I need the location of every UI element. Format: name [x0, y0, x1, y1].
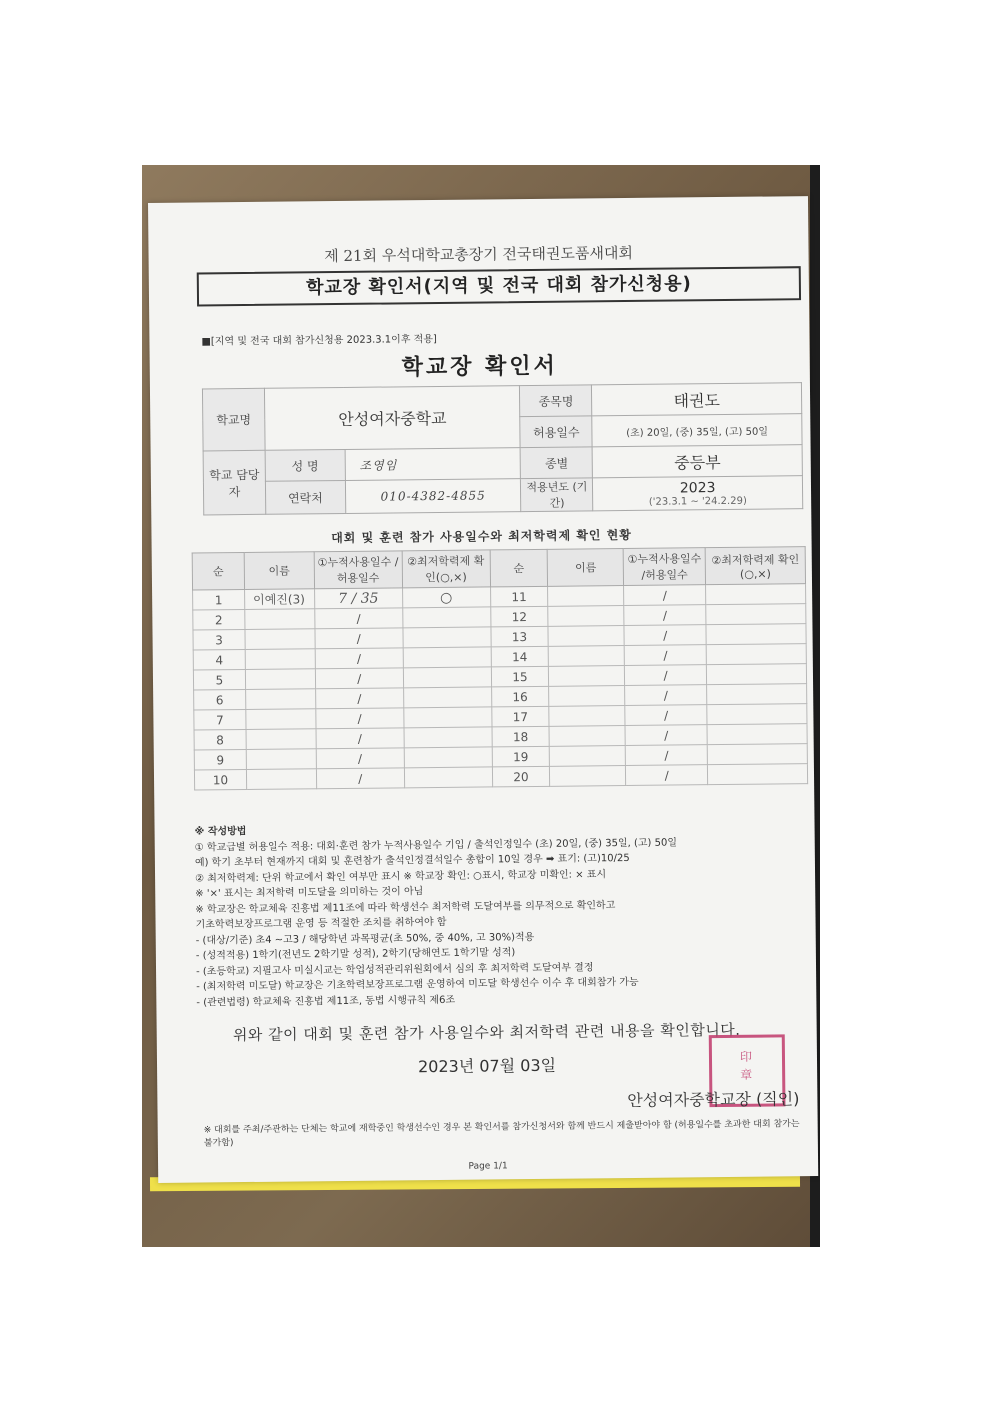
table-cell-name1 [246, 709, 316, 730]
table-cell-days1: / [315, 668, 403, 689]
guide-line: - (관련법령) 학교체육 진흥법 제11조, 동법 시행규칙 제6조 [196, 994, 456, 1009]
table-cell-name2 [549, 726, 625, 747]
confirm-statement: 위와 같이 대회 및 훈련 참가 사용일수와 최저학력 관련 내용을 확인합니다. [232, 1020, 741, 1045]
table-cell-days2: / [626, 765, 708, 786]
table-cell-chk2 [707, 744, 807, 765]
table-cell-days2: / [625, 665, 707, 686]
table-cell-days2: / [624, 605, 706, 626]
table-cell-name1 [246, 769, 316, 790]
table-cell-n1: 7 [194, 710, 246, 731]
year-value: 2023 [679, 479, 716, 496]
table-cell-name1 [245, 669, 315, 690]
column-header: ②최저학력제 확인(○,×) [402, 550, 490, 588]
column-header: ②최저학력제 확인(○,×) [705, 547, 805, 585]
table-cell-chk1 [403, 647, 491, 668]
name-label: 성 명 [265, 449, 345, 481]
table-cell-name1 [245, 649, 315, 670]
table-cell-days1: / [316, 728, 404, 749]
table-cell-chk2 [706, 584, 806, 605]
table-cell-n2: 20 [492, 766, 550, 787]
school-info-table [202, 382, 803, 515]
principal-name: 안성여자중학교장 (직인) [627, 1089, 800, 1111]
guide-line: ① 학교급별 허용일수 적용: 대회·훈련 참가 누적사용일수 기입 / 출석인정일수 (초) 20일, (중) 35일, (고) 50일 [194, 836, 678, 854]
table-cell-chk2 [708, 764, 808, 785]
guide-line: - (최저학력 미도달) 학교장은 기초학력보장프로그램 운영하여 미도달 학생선수 이수 후 대회참가 가능 [196, 976, 639, 993]
table-cell-days1: / [315, 608, 403, 629]
main-title: 학교장 확인서 [401, 353, 558, 381]
table-cell-n2: 13 [490, 626, 548, 647]
table-cell-n2: 19 [492, 746, 550, 767]
table-cell-name1 [246, 749, 316, 770]
table-cell-days1: / [315, 628, 403, 649]
table-cell-days2: / [625, 725, 707, 746]
year-cell [593, 476, 803, 511]
form-box-title: 학교장 확인서(지역 및 전국 대회 참가신청용) [197, 266, 801, 306]
column-header: 순 [192, 553, 244, 591]
table-cell-chk1 [403, 707, 491, 728]
column-header: 이름 [548, 549, 624, 587]
period-value: ('23.3.1 ~ '24.2.29) [648, 495, 747, 508]
table-cell-days2: / [625, 685, 707, 706]
table-cell-n2: 18 [492, 726, 550, 747]
table-cell-days2: / [625, 745, 707, 766]
table-cell-chk2 [707, 684, 807, 705]
table-cell-n1: 6 [194, 690, 246, 711]
guide-line: ※ 작성방법 [194, 826, 247, 838]
table-cell-chk1 [404, 727, 492, 748]
footnote: ※ 대회를 주최/주관하는 단체는 학교에 재학중인 학생선수인 경우 본 확인서를 참가신청서와 함께 반드시 제출받아야 함 (허용일수를 초과한 대회 참가는 불가함) [203, 1119, 800, 1149]
table-cell-n2: 17 [491, 706, 549, 727]
guide-line: - (성적적용) 1학기(전년도 2학기말 성적), 2학기(당해연도 1학기말 성적) [195, 947, 516, 962]
guide-line: - (대상/기준) 초4 ~고3 / 해당학년 과목평균(초 50%, 중 40%, 고 30%)적용 [195, 931, 535, 947]
column-header: ①누적사용일수 /허용일수 [623, 548, 705, 586]
guide-line: ※ 학교장은 학교체육 진흥법 제11조에 따라 학생선수 최저학력 도달여부를 의무적으로 확인하고 [195, 899, 616, 916]
table-cell-name1 [245, 629, 315, 650]
guide-line: ② 최저학력제: 단위 학교에서 확인 여부만 표시 ※ 학교장 확인: ○표시, 학교장 미확인: × 표시 [195, 868, 607, 885]
table-cell-n1: 10 [194, 770, 246, 791]
document-photo [142, 165, 820, 1247]
table-cell-n2: 11 [490, 586, 548, 607]
guide-line: - (초등학교) 지필고사 미실시교는 학업성적관리위원회에서 심의 후 최저학력 도달여부 결정 [195, 961, 594, 978]
table-header-row [192, 547, 805, 590]
manager-label: 학교 담당자 [203, 450, 266, 515]
table-cell-days1: / [315, 688, 403, 709]
event-title: 제 21회 우석대학교총장기 전국태권도품새대회 [324, 243, 633, 266]
apply-note: ■[지역 및 전국 대회 참가신청용 2023.3.1이후 적용] [201, 333, 437, 348]
writing-guide [195, 818, 813, 1010]
table-cell-n2: 15 [491, 666, 549, 687]
table-cell-chk2 [706, 624, 806, 645]
column-header: ①누적사용일수 /허용일수 [314, 551, 402, 589]
page-number: Page 1/1 [468, 1161, 508, 1172]
table-cell-name1: 이예진(3) [244, 589, 314, 610]
division-label: 종별 [521, 447, 593, 479]
table-cell-chk2 [706, 644, 806, 665]
table-cell-n1: 1 [193, 590, 245, 611]
table-cell-chk1 [404, 767, 492, 788]
year-label: 적용년도 (기간) [521, 478, 593, 512]
table-cell-name2 [548, 626, 624, 647]
table-cell-n1: 8 [194, 730, 246, 751]
table-cell-n1: 4 [193, 650, 245, 671]
table-cell-n2: 14 [491, 646, 549, 667]
table-cell-name2 [549, 706, 625, 727]
table-cell-name2 [549, 646, 625, 667]
table-cell-n2: 12 [490, 606, 548, 627]
event-label: 종목명 [520, 385, 592, 417]
table-cell-n1: 3 [193, 630, 245, 651]
table-cell-name2 [549, 686, 625, 707]
table-cell-n1: 5 [193, 670, 245, 691]
table-cell-days2: / [624, 645, 706, 666]
table-cell-name1 [245, 609, 315, 630]
table-cell-chk2 [707, 704, 807, 725]
manager-name: 조영임 [345, 448, 521, 481]
issue-date: 2023년 07월 03일 [417, 1055, 557, 1077]
table-cell-days2: / [624, 625, 706, 646]
table-cell-chk2 [706, 604, 806, 625]
table-cell-days1: 7 / 35 [314, 588, 402, 609]
table-cell-days1: / [316, 708, 404, 729]
table-cell-name2 [548, 586, 624, 607]
certificate-paper [148, 196, 818, 1183]
table-cell-name2 [548, 606, 624, 627]
contact-value: 010-4382-4855 [345, 479, 521, 514]
table-cell-days1: / [316, 748, 404, 769]
table-cell-chk1 [403, 687, 491, 708]
table-cell-name1 [246, 729, 316, 750]
table-cell-n1: 9 [194, 750, 246, 771]
column-header: 순 [490, 549, 548, 587]
table-title: 대회 및 훈련 참가 사용일수와 최저학력제 확인 현황 [331, 527, 632, 546]
table-cell-chk2 [706, 664, 806, 685]
table-cell-name2 [549, 666, 625, 687]
table-cell-chk1 [404, 747, 492, 768]
table-cell-days1: / [315, 648, 403, 669]
guide-line: ※ '×' 표시는 최저학력 미도달을 의미하는 것이 아님 [195, 886, 424, 900]
table-cell-n1: 2 [193, 610, 245, 631]
school-name: 안성여자중학교 [264, 386, 520, 451]
table-cell-chk1 [403, 627, 491, 648]
table-cell-chk1: ○ [402, 587, 490, 608]
table-cell-days1: / [316, 768, 404, 789]
table-body [193, 584, 808, 790]
table-cell-name1 [246, 689, 316, 710]
guide-line: 예) 학기 초부터 현재까지 대회 및 훈련참가 출석인정결석일수 총합이 10일 경우 ➡ 표기: (고)10/25 [194, 852, 630, 869]
event-value: 태권도 [592, 383, 802, 416]
participation-table [192, 546, 808, 790]
allowed-days-label: 허용일수 [520, 416, 592, 448]
table-cell-days2: / [625, 705, 707, 726]
table-cell-chk1 [403, 667, 491, 688]
official-seal: 印 章 [709, 1034, 786, 1107]
table-cell-n2: 16 [491, 686, 549, 707]
school-label: 학교명 [202, 388, 265, 451]
table-cell-chk1 [402, 607, 490, 628]
column-header: 이름 [244, 552, 314, 590]
table-cell-chk2 [707, 724, 807, 745]
table-cell-days2: / [624, 585, 706, 606]
division-value: 중등부 [592, 445, 802, 478]
contact-label: 연락처 [265, 480, 345, 514]
table-cell-name2 [550, 746, 626, 767]
table-cell-name2 [550, 766, 626, 787]
guide-line: 기초학력보장프로그램 운영 등 적절한 조치를 취하여야 함 [195, 916, 447, 931]
allowed-days-value: (초) 20일, (중) 35일, (고) 50일 [592, 414, 802, 447]
